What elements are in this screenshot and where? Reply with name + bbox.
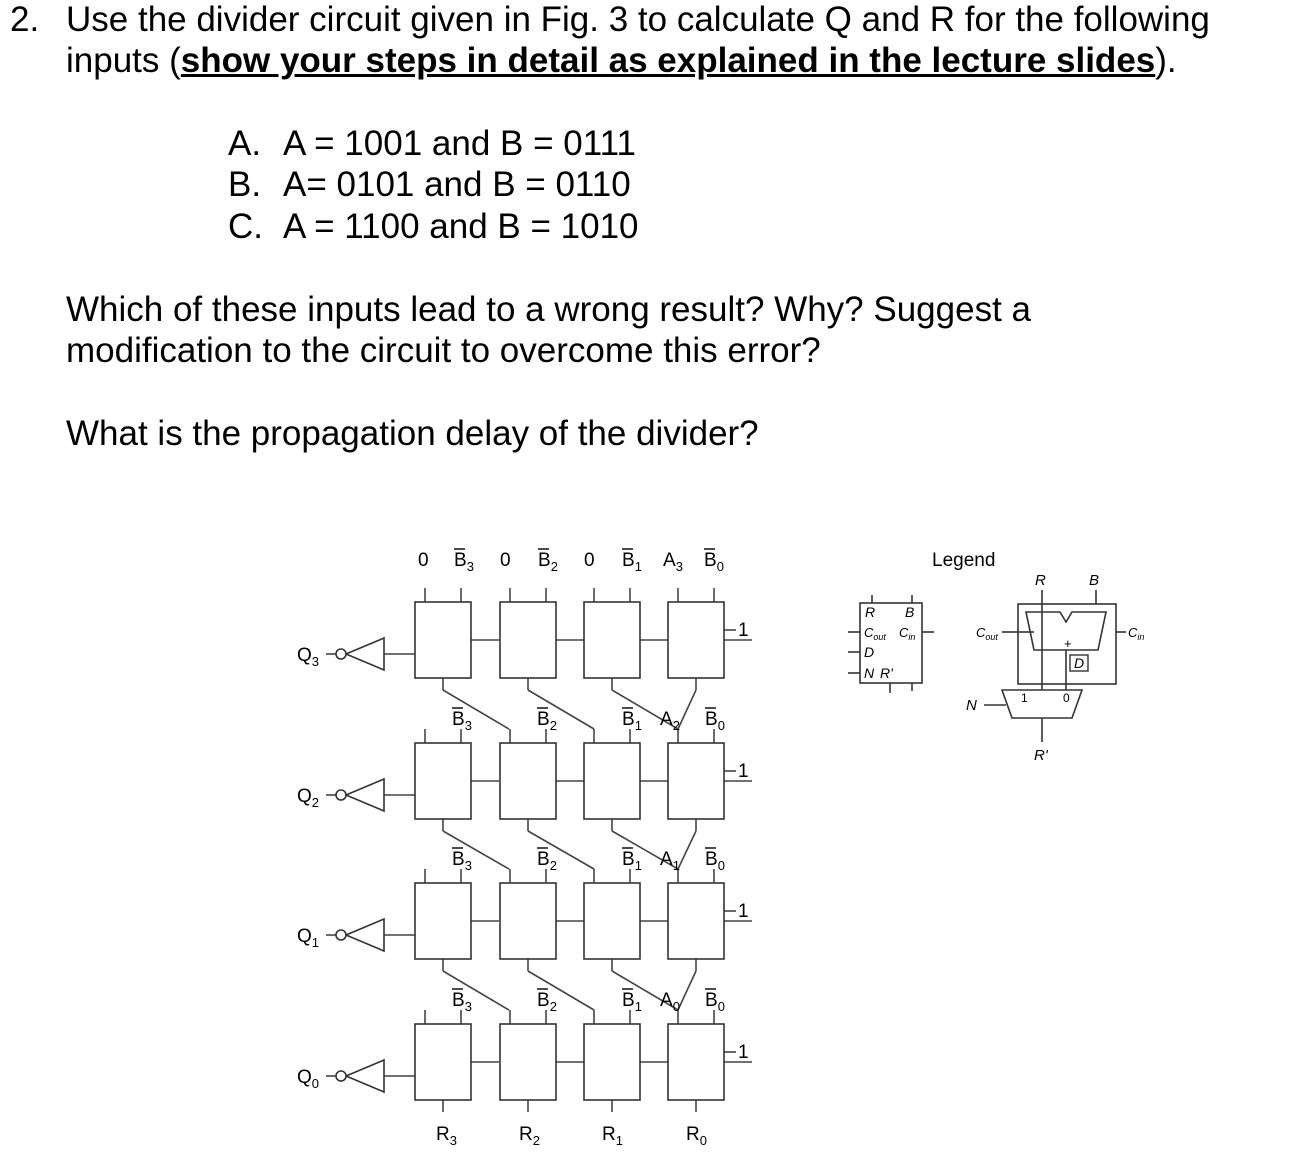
remainder-label: $R_0$ xyxy=(686,1124,707,1148)
quotient-label: $Q_2$ xyxy=(297,786,320,810)
b-input-label: $B_3$ xyxy=(452,990,472,1014)
top-input-label: $B_2$ xyxy=(538,550,558,574)
b-input-label: $B_0$ xyxy=(705,709,725,733)
b-input-label: $B_1$ xyxy=(622,709,642,733)
remainder-label: $R_3$ xyxy=(436,1124,457,1148)
legend-cin: C xyxy=(1128,625,1138,640)
carry-in-label: 1 xyxy=(738,1042,749,1063)
top-input-label: 0 xyxy=(584,550,595,571)
input-b-label: B. xyxy=(228,165,262,204)
divider-cell xyxy=(668,1024,724,1100)
legend-cout: C xyxy=(976,625,986,640)
a-input-label: $A_2$ xyxy=(660,709,680,733)
a-input-label: $A_0$ xyxy=(660,990,680,1014)
input-a-label: A. xyxy=(228,124,262,163)
question-line-1: Use the divider circuit given in Fig. 3 to calculate Q and R for the following xyxy=(66,0,1210,39)
carry-in-label: 1 xyxy=(738,901,749,922)
carry-in-label: 1 xyxy=(738,761,749,782)
top-input-label: $B_1$ xyxy=(622,550,642,574)
b-input-label: $B_3$ xyxy=(452,849,472,873)
b-input-label: $B_1$ xyxy=(622,849,642,873)
legend-d: D xyxy=(1074,655,1085,671)
a-input-label: $A_1$ xyxy=(660,849,680,873)
propagation-delay-question: What is the propagation delay of the divider? xyxy=(66,414,759,453)
quotient-label: $Q_3$ xyxy=(297,645,320,669)
legend-mux-0: 0 xyxy=(1063,691,1070,705)
legend-cell-r: R xyxy=(865,604,876,620)
input-a-text: A = 1001 and B = 0111 xyxy=(283,124,636,163)
divider-cell xyxy=(415,1024,471,1100)
legend-n: N xyxy=(966,697,977,714)
legend-cell-cout-sub: out xyxy=(873,632,886,642)
quotient-inverter xyxy=(346,638,384,670)
b-input-label: $B_2$ xyxy=(537,849,557,873)
b-input-label: $B_0$ xyxy=(705,990,725,1014)
quotient-label: $Q_0$ xyxy=(297,1067,320,1091)
top-input-label: 0 xyxy=(500,550,511,571)
legend-cell-cout: C xyxy=(864,625,874,640)
quotient-inverter xyxy=(346,919,384,951)
mux-symbol xyxy=(1002,690,1082,718)
quotient-inverter xyxy=(346,1060,384,1092)
legend-cell-cin-sub: in xyxy=(908,632,916,642)
input-c-text: A = 1100 and B = 1010 xyxy=(283,207,639,246)
svg-text:Cin xyxy=(1128,625,1144,642)
divider-cell xyxy=(584,602,640,678)
divider-cell xyxy=(668,743,724,819)
svg-text:Cout xyxy=(976,625,998,642)
input-c-label: C. xyxy=(228,207,263,246)
remainder-label: $R_1$ xyxy=(602,1124,623,1148)
question-number: 2. xyxy=(10,0,40,39)
quotient-label: $Q_1$ xyxy=(297,926,320,950)
legend-rprime: R' xyxy=(1034,747,1048,764)
question-line-2-suffix: ). xyxy=(1155,41,1177,80)
divider-cell xyxy=(500,1024,556,1100)
b-input-label: $B_0$ xyxy=(705,849,725,873)
carry-in-label: 1 xyxy=(738,620,749,641)
top-input-label: $B_3$ xyxy=(454,550,474,574)
question-line-2-prefix: inputs ( xyxy=(66,41,181,80)
b-input-label: $B_2$ xyxy=(537,709,557,733)
legend-title: Legend xyxy=(932,550,996,571)
wrong-result-question-1: Which of these inputs lead to a wrong result? Why? Suggest a xyxy=(66,290,1031,329)
question-emphasis: show your steps in detail as explained in the lecture slides xyxy=(180,41,1156,80)
legend-cell-n: N xyxy=(864,665,875,681)
remainder-label: $R_2$ xyxy=(519,1124,540,1148)
divider-cell xyxy=(415,883,471,959)
legend-cell-cin: C xyxy=(899,625,909,640)
legend-mux-1: 1 xyxy=(1021,691,1028,705)
legend-cin-sub: in xyxy=(1137,632,1145,642)
top-input-label: $A_3$ xyxy=(663,550,683,574)
divider-cell xyxy=(500,602,556,678)
legend-b-label: B xyxy=(1089,572,1100,589)
quotient-inverter xyxy=(346,779,384,811)
wrong-result-question-2: modification to the circuit to overcome this error? xyxy=(66,331,821,370)
divider-cell xyxy=(584,743,640,819)
input-b-text: A= 0101 and B = 0110 xyxy=(283,165,631,204)
divider-cell xyxy=(584,883,640,959)
legend-cell-rprime: R' xyxy=(880,665,893,681)
legend-r-label: R xyxy=(1035,572,1046,589)
divider-cell xyxy=(668,883,724,959)
b-input-label: $B_2$ xyxy=(537,990,557,1014)
divider-cell xyxy=(415,602,471,678)
legend-cell-d: D xyxy=(864,644,875,660)
divider-cell xyxy=(500,743,556,819)
legend-cout-sub: out xyxy=(985,632,998,642)
divider-cell xyxy=(584,1024,640,1100)
b-input-label: $B_3$ xyxy=(452,709,472,733)
divider-cell xyxy=(500,883,556,959)
top-input-label: 0 xyxy=(418,550,429,571)
legend xyxy=(848,550,1144,764)
legend-cell-b: B xyxy=(905,604,915,620)
divider-cell xyxy=(415,743,471,819)
divider-cell xyxy=(668,602,724,678)
legend-plus: + xyxy=(1064,636,1072,651)
b-input-label: $B_1$ xyxy=(622,990,642,1014)
top-input-label: $B_0$ xyxy=(704,550,724,574)
